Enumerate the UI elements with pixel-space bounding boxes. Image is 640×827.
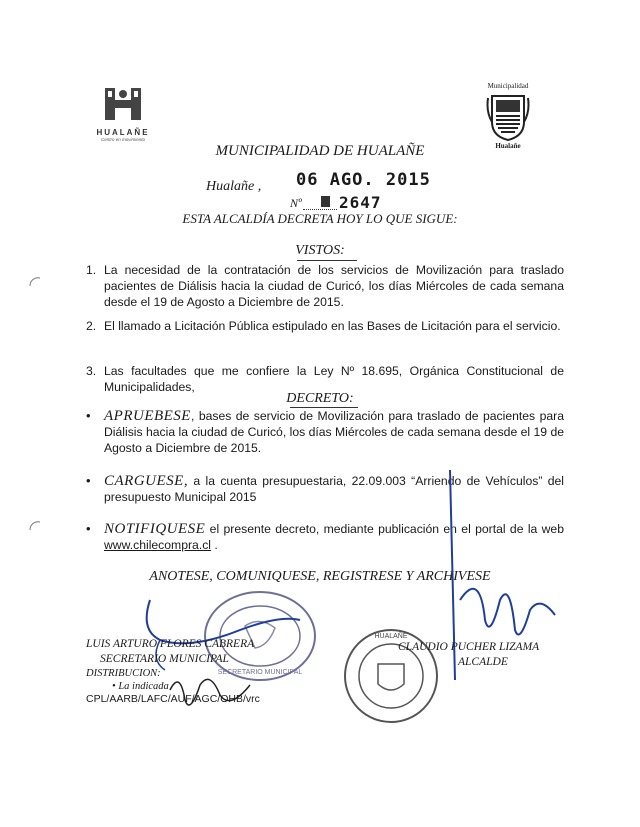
vistos-title: VISTOS:	[295, 243, 345, 258]
decreto-item	[86, 408, 564, 456]
decreto-keyword: APRUEBESE	[104, 408, 191, 424]
chilecompra-link[interactable]: www.chilecompra.cl	[104, 538, 212, 552]
coat-of-arms-icon	[488, 92, 528, 142]
decreto-keyword: NOTIFIQUESE	[104, 521, 206, 537]
hualane-logo-icon	[101, 86, 145, 122]
vistos-item	[86, 318, 564, 334]
decree-date-stamp: 06 AGO. 2015	[296, 170, 431, 190]
decreto-item-text: el presente decreto, mediante publicación en el portal de la web	[205, 522, 564, 536]
decreto-item-text: a la cuenta presupuestaria, 22.09.003 “Arriendo de Vehículos” del presupuesto Municipal 2015	[104, 474, 564, 504]
decreto-item-tail: .	[211, 538, 218, 552]
vistos-item	[86, 262, 564, 310]
secretary-title: SECRETARIO MUNICIPAL	[100, 653, 229, 665]
distribution-item-text: La indicada	[118, 681, 169, 692]
vistos-item-number: 3.	[86, 364, 97, 378]
seal-top-text: Municipalidad	[487, 82, 529, 90]
punch-hole-mark	[28, 276, 42, 290]
closing-formula: ANOTESE, COMUNIQUESE, REGISTRESE Y ARCHIVESE	[149, 569, 491, 584]
secretary-name: LUIS ARTURO FLORES CABRERA	[86, 638, 255, 650]
decreto-title: DECRETO:	[286, 391, 354, 406]
decree-intro: ESTA ALCALDÍA DECRETA HOY LO QUE SIGUE:	[182, 211, 458, 226]
distribution-item	[112, 681, 169, 692]
vistos-item-text: El llamado a Licitación Pública estipulado en las Bases de Licitación para el servicio.	[104, 319, 561, 333]
distribution-initials: CPL/AARB/LAFC/AUF/AGC/OHB/vrc	[86, 693, 260, 705]
logo-tagline: Centro en movimiento	[100, 137, 146, 142]
seal-bottom-text: Hualañe	[495, 142, 521, 150]
decreto-keyword: CARGUESE,	[104, 473, 189, 489]
distribution-label: DISTRIBUCION:	[86, 668, 161, 679]
number-stamp-block	[321, 196, 330, 207]
vistos-item-text: La necesidad de la contratación de los servicios de Movilización para traslado pacientes de Diálisis hacia la ciudad de Curicó, los días Miércoles de cada semana desde el 19 de Agosto a Diciembre de 2015.	[104, 263, 564, 309]
municipality-title: MUNICIPALIDAD DE HUALAÑE	[215, 143, 425, 159]
bullet-icon: •	[86, 521, 91, 536]
decree-city: Hualañe ,	[206, 179, 262, 194]
mayor-name: CLAUDIO PUCHER LIZAMA	[398, 641, 540, 653]
decreto-item-text: , bases de servicio de Movilización para traslado de pacientes para Diálisis hacia la ciudad de Curicó, los días Miércoles de cada semana desde el 19 de Agosto a Diciembre de 2015.	[104, 409, 564, 455]
decree-number-line	[303, 209, 337, 210]
municipal-logo-left	[88, 86, 158, 142]
vistos-item-number: 2.	[86, 319, 97, 333]
stamp-right-text: HUALAÑE	[374, 633, 408, 640]
punch-hole-mark	[28, 520, 42, 534]
vistos-item-text: Las facultades que me confiere la Ley Nº 18.695, Orgánica Constitucional de Municipalidades,	[104, 364, 564, 394]
bullet-icon: •	[86, 408, 91, 423]
vistos-underline	[297, 260, 357, 261]
bullet-icon: •	[86, 473, 91, 488]
decree-number-label: Nº	[290, 196, 302, 210]
stamp-left-text: SECRETARIO MUNICIPAL	[217, 669, 303, 676]
vistos-item-number: 1.	[86, 263, 97, 277]
decree-number: 2647	[339, 193, 382, 212]
mayor-title: ALCALDE	[458, 656, 508, 668]
logo-name: HUALAÑE	[96, 128, 150, 137]
bullet-icon: •	[112, 681, 119, 692]
